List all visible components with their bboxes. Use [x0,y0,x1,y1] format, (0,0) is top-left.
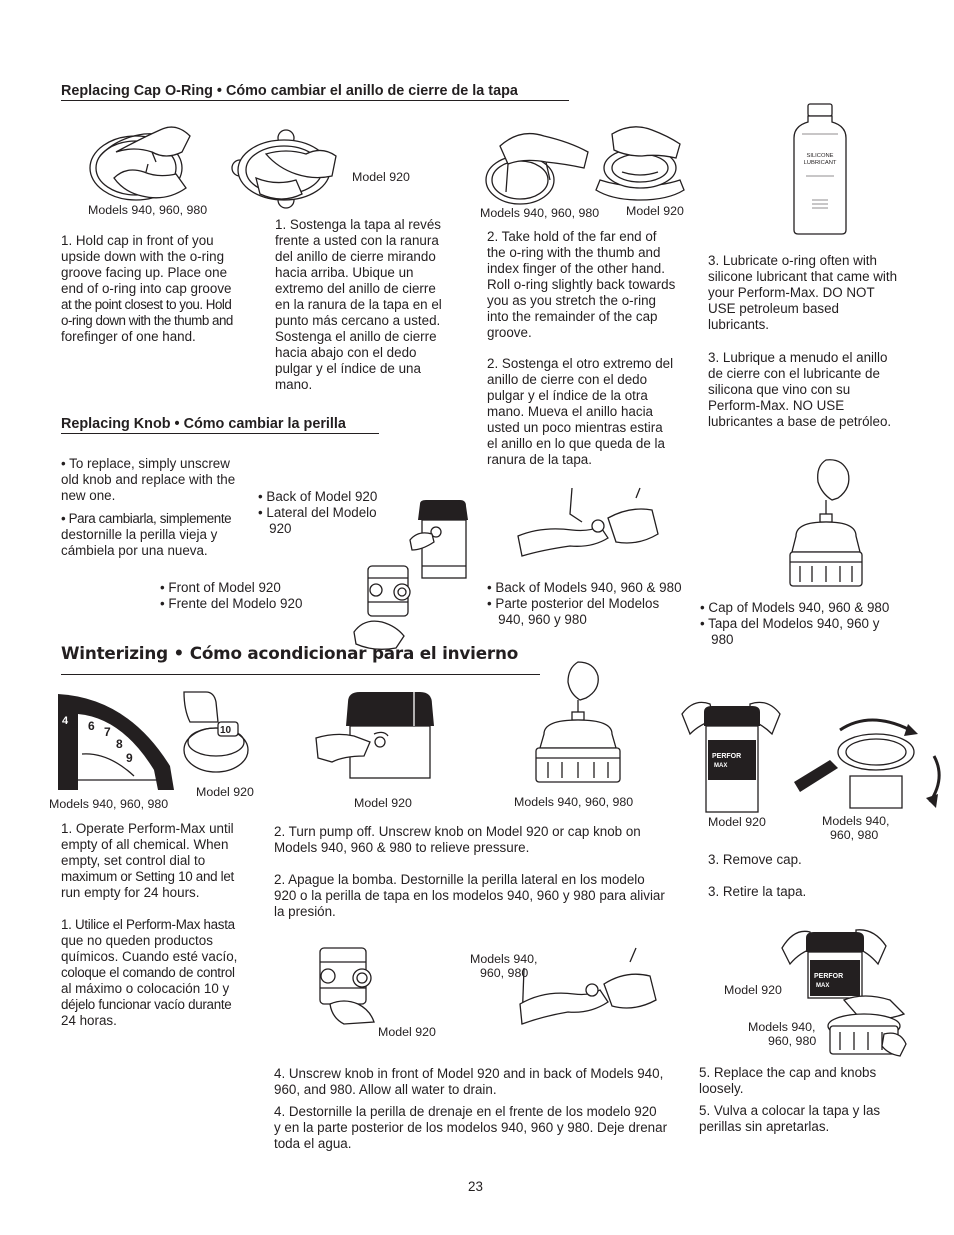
oring-step2-illustration-920 [592,120,688,206]
drain-knob-920-illustration [308,944,382,1026]
winter-caption-knob-920: Model 920 [354,796,412,810]
winter-step2-english: 2. Turn pump off. Unscrew knob on Model 920 or cap knob on Models 940, 960 & 980 to relieve pressure. [274,824,641,855]
dial-number-4: 4 [62,715,69,727]
oring-caption-models-940: Models 940, 960, 980 [88,203,208,217]
knob-bullet-spanish: • Para cambiarla, simplemente destornille la perilla vieja y cámbiela por una nueva. [61,511,232,558]
knob-cap-940-illustration [786,456,866,590]
oring-step2-caption-model-920: Model 920 [626,204,684,218]
drain-knob-940-illustration [504,944,664,1030]
winter-caption-remove-920: Model 920 [708,815,766,829]
knob-front-920-caption: • Front of Model 920 • Frente del Modelo 920 [160,580,303,611]
replace-cap-940-illustration [824,994,908,1060]
oring-caption-model-920: Model 920 [352,170,410,184]
winter-step2-spanish: 2. Apague la bomba. Destornille la perilla lateral en los modelo 920 o la perilla de tapa en los modelos 940, 960 y 980 para aliviar la presión. [274,872,665,919]
winter-caption-replace-940: Models 940, 960, 980 [748,1020,817,1048]
knob-back-920-caption: • Back of Model 920 • Lateral del Modelo 920 [258,489,378,536]
winter-step4-spanish: 4. Destornille la perilla de drenaje en el frente de los modelo 920 y en la parte posterior de los modelos 940, 960 y 980. Deje drenar toda el agua. [274,1104,668,1151]
winter-step1-english: 1. Operate Perform-Max until empty of all chemical. When empty, set control dial to maximum or Setting 10 and let run empty for 24 hours. [61,821,234,900]
oring-step2-spanish: 2. Sostenga el otro extremo del anillo de cierre con el dedo pulgar y el índice de la otra mano. Mueva el anillo hacia usted un poco mientras estira el anillo en lo que queda de la ranura de la tapa. [487,356,674,467]
jar-brand-line1: PERFOR [712,753,742,760]
remove-cap-920-illustration [680,694,784,814]
oring-step2-illustration-940 [480,122,592,208]
oring-illustration-920-hands [226,128,342,208]
winter-caption-remove-940: Models 940, 960, 980 [822,814,890,842]
cap-oring-heading: Replacing Cap O-Ring • Cómo cambiar el anillo de cierre de la tapa [61,83,518,99]
knob-920-front-illustration [352,562,416,652]
cap-oring-heading-rule [61,100,569,101]
dial-number-9: 9 [126,751,133,765]
knob-cap-940-caption: • Cap of Models 940, 960 & 980 • Tapa del Modelos 940, 960 y 980 [700,600,890,647]
oring-step2-caption-models-940: Models 940, 960, 980 [480,206,600,220]
control-dial-illustration [58,694,176,794]
winterizing-heading: Winterizing • Cómo acondicionar para el invierno [61,643,519,663]
knob-bullet-english: • To replace, simply unscrew old knob and replace with the new one. [61,456,236,503]
winter-caption-knob-940: Models 940, 960, 980 [514,795,634,809]
winter-step3-english: 3. Remove cap. [708,852,802,867]
page-number: 23 [468,1179,483,1194]
control-dial-920-illustration [180,692,252,778]
oring-step2-english: 2. Take hold of the far end of the o-ring with the thumb and index finger of the other hand. Roll o-ring slightly back towards you as you stretch the o-ring into the remainder of the cap groove. [487,229,676,340]
bottle-label-line2: LUBRICANT [803,160,837,166]
dial-number-6: 6 [88,719,95,733]
replace-jar-brand-line1: PERFOR [814,973,844,980]
dial-number-5: 5 [70,717,77,731]
winter-caption-dial-940: Models 940, 960, 980 [49,797,169,811]
dial-920-setting: 10 [220,725,232,736]
oring-step1-english: 1. Hold cap in front of you upside down with the o-ring groove facing up. Place one end of o-ring into cap groove at the point closest to you. Hold o-ring down with the thumb and forefinger of one hand. [61,233,233,344]
winter-caption-drain-920: Model 920 [378,1025,436,1039]
bottle-label-line1: SILICONE [806,153,834,159]
dial-number-7: 7 [104,725,111,739]
winter-caption-replace-920: Model 920 [724,983,782,997]
replace-jar-brand-line2: MAX [816,983,830,989]
jar-brand-line2: MAX [714,763,728,769]
oring-illustration-940-hands [86,116,206,206]
pressure-knob-920-illustration [314,692,434,778]
pressure-knob-940-illustration [524,660,628,784]
knob-940-back-illustration [512,486,662,566]
replacing-knob-heading: Replacing Knob • Cómo cambiar la perilla [61,416,346,432]
winter-step5-english: 5. Replace the cap and knobs loosely. [699,1065,877,1096]
winterizing-heading-rule [61,674,540,675]
winter-caption-dial-920: Model 920 [196,785,254,799]
oring-step3-spanish: 3. Lubrique a menudo el anillo de cierre con el lubricante de silicona que vino con su Perform-Max. NO USE lubricantes a base de petróleo. [708,350,892,429]
winter-step1-spanish: 1. Utilice el Perform-Max hasta que no queden productos químicos. Cuando esté vacío, coloque el comando de control al máximo o colocación 10 y déjelo funcionar vacío durante 24 horas. [61,917,238,1028]
oring-step3-english: 3. Lubricate o-ring often with silicone lubricant that came with your Perform-Max. DO NOT USE petroleum based lubricants. [708,253,898,332]
dial-number-8: 8 [116,737,123,751]
winter-step5-spanish: 5. Vulva a colocar la tapa y las perillas sin apretarlas. [699,1103,881,1134]
knob-920-back-illustration [408,500,472,582]
knob-back-940-caption: • Back of Models 940, 960 & 980 • Parte posterior del Modelos 940, 960 y 980 [487,580,682,627]
winter-step3-spanish: 3. Retire la tapa. [708,884,807,899]
replacing-knob-heading-rule [61,433,379,434]
winter-caption-drain-940: Models 940, 960, 980 [470,952,538,980]
silicone-lubricant-bottle [790,104,850,236]
winter-step4-english: 4. Unscrew knob in front of Model 920 and in back of Models 940, 960, and 980. Allow all water to drain. [274,1066,664,1097]
oring-step1-spanish: 1. Sostenga la tapa al revés frente a usted con la ranura del anillo de cierre mirando hacia arriba. Ubique un extremo del anillo de cierre en la ranura de la tapa en el punto más cercano a usted. Sostenga el anillo de cierre hacia abajo con el dedo pulgar y el índice de una mano. [275,217,442,392]
replace-cap-920-illustration [780,918,890,998]
remove-cap-940-wrench-illustration [790,716,946,812]
